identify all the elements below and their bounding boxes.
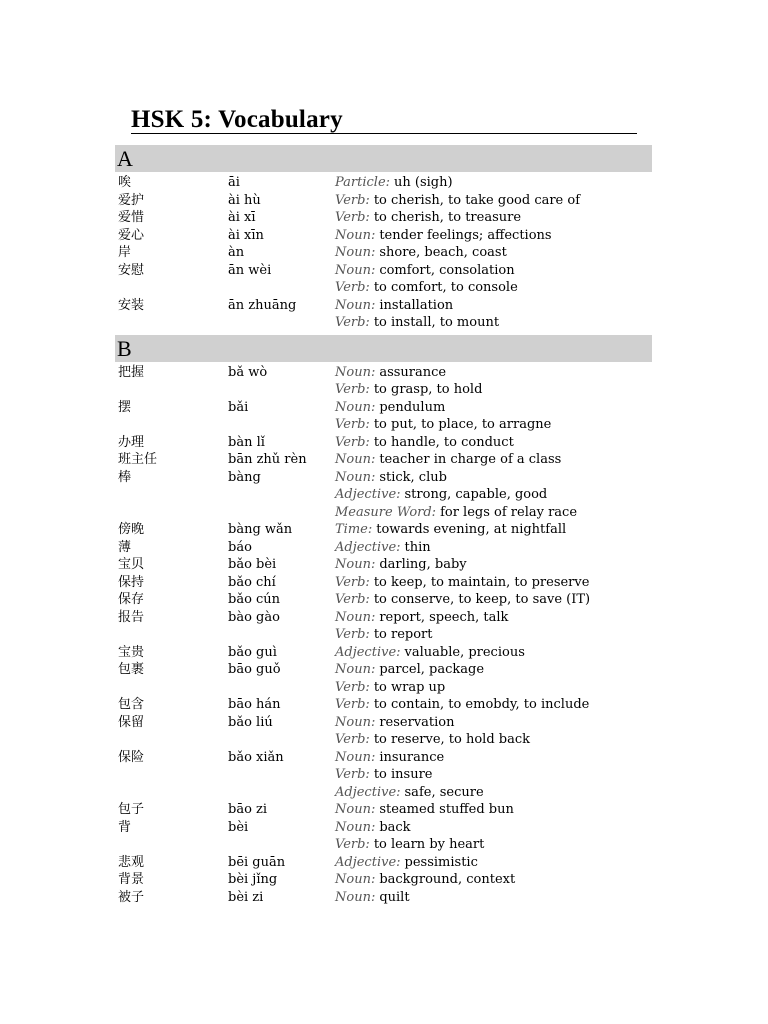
part-of-speech: Verb: [335, 767, 370, 782]
definition-line [335, 574, 652, 592]
pinyin: bāo hán [228, 697, 281, 712]
vocab-entry [115, 434, 652, 452]
vocab-entry [115, 871, 652, 889]
vocab-entry [115, 297, 652, 332]
definition-line [335, 504, 652, 522]
vocab-entry [115, 889, 652, 907]
meaning: steamed stuffed bun [379, 802, 514, 817]
definition-line [335, 731, 652, 749]
definition-line [335, 279, 652, 297]
meaning: darling, baby [379, 557, 467, 572]
definitions [335, 521, 652, 539]
part-of-speech: Adjective: [335, 784, 401, 800]
vocab-entry [115, 227, 652, 245]
pinyin: bǎo cún [228, 592, 281, 607]
definitions [335, 854, 652, 872]
hanzi: 把握 [118, 364, 145, 380]
meaning: to report [373, 627, 433, 642]
vocab-entry [115, 801, 652, 819]
title-rule [131, 133, 637, 134]
vocab-entry [115, 714, 652, 749]
definitions [335, 609, 652, 644]
part-of-speech: Noun: [335, 399, 376, 415]
part-of-speech: Noun: [335, 802, 376, 817]
meaning: to conserve, to keep, to save (IT) [373, 592, 591, 607]
meaning: to wrap up [373, 679, 446, 695]
vocab-entry [115, 451, 652, 469]
hanzi: 办理 [118, 434, 145, 450]
meaning: tender feelings; affections [379, 227, 552, 243]
definition-line [335, 591, 652, 609]
definition-line [335, 819, 652, 837]
definitions [335, 434, 652, 452]
hanzi: 保存 [118, 592, 145, 607]
definition-line [335, 451, 652, 469]
definition-line [335, 192, 652, 210]
vocab-entry [115, 521, 652, 539]
part-of-speech: Particle: [335, 175, 391, 190]
meaning: report, speech, talk [379, 609, 509, 625]
definition-line [335, 521, 652, 539]
definitions [335, 227, 652, 245]
part-of-speech: Verb: [335, 732, 370, 747]
definitions [335, 714, 652, 749]
vocab-entry [115, 819, 652, 854]
part-of-speech: Noun: [335, 609, 376, 625]
meaning: comfort, consolation [379, 262, 515, 278]
meaning: safe, secure [404, 784, 484, 800]
meaning: to keep, to maintain, to preserve [373, 574, 590, 590]
definitions [335, 469, 652, 522]
part-of-speech: Verb: [335, 592, 370, 607]
hanzi: 爱心 [118, 227, 145, 243]
hanzi: 岸 [118, 245, 132, 260]
pinyin: àn [228, 245, 245, 260]
meaning: to put, to place, to arragne [373, 417, 552, 432]
definitions [335, 399, 652, 434]
vocab-entry [115, 364, 652, 399]
part-of-speech: Verb: [335, 679, 370, 695]
meaning: installation [379, 297, 454, 313]
definition-line [335, 801, 652, 819]
part-of-speech: Verb: [335, 434, 370, 450]
pinyin: āi [228, 175, 240, 190]
definition-line [335, 314, 652, 332]
pinyin: bǎo liú [228, 714, 273, 730]
meaning: parcel, package [379, 662, 485, 677]
part-of-speech: Noun: [335, 262, 376, 278]
meaning: towards evening, at nightfall [376, 522, 567, 537]
definitions [335, 174, 652, 192]
definitions [335, 244, 652, 262]
definitions [335, 556, 652, 574]
vocab-entry [115, 644, 652, 662]
pinyin: bāo guǒ [228, 662, 281, 677]
section-header-b: B [115, 335, 652, 362]
definition-line [335, 714, 652, 732]
definition-line [335, 626, 652, 644]
definitions [335, 539, 652, 557]
part-of-speech: Noun: [335, 364, 376, 380]
definitions [335, 644, 652, 662]
hanzi: 悲观 [118, 854, 145, 870]
meaning: assurance [379, 364, 447, 380]
pinyin: bǎo bèi [228, 557, 277, 572]
vocab-entry [115, 854, 652, 872]
pinyin: ān wèi [228, 262, 272, 278]
meaning: to contain, to emobdy, to include [373, 697, 590, 712]
definition-line [335, 174, 652, 192]
definition-line [335, 854, 652, 872]
entry-list [115, 362, 652, 907]
part-of-speech: Noun: [335, 557, 376, 572]
pinyin: bǎi [228, 399, 249, 415]
meaning: strong, capable, good [404, 487, 548, 502]
pinyin: bǎo chí [228, 574, 276, 590]
part-of-speech: Noun: [335, 662, 376, 677]
vocab-entry [115, 574, 652, 592]
part-of-speech: Noun: [335, 452, 376, 467]
hanzi: 唉 [118, 175, 132, 190]
pinyin: bèi zi [228, 889, 264, 905]
hanzi: 安装 [118, 297, 145, 313]
part-of-speech: Noun: [335, 714, 376, 730]
part-of-speech: Noun: [335, 297, 376, 313]
definition-line [335, 609, 652, 627]
meaning: to grasp, to hold [373, 382, 483, 397]
vocab-entry [115, 539, 652, 557]
vocab-entry [115, 696, 652, 714]
part-of-speech: Adjective: [335, 644, 401, 660]
meaning: uh (sigh) [394, 175, 453, 190]
section-header-a: A [115, 145, 652, 172]
meaning: pendulum [379, 399, 446, 415]
part-of-speech: Noun: [335, 819, 376, 835]
definition-line [335, 871, 652, 889]
entry-list [115, 172, 652, 332]
definition-line [335, 644, 652, 662]
part-of-speech: Noun: [335, 245, 376, 260]
definition-line [335, 209, 652, 227]
part-of-speech: Verb: [335, 192, 370, 208]
definition-line [335, 297, 652, 315]
definition-line [335, 227, 652, 245]
meaning: valuable, precious [404, 644, 525, 660]
definition-line [335, 749, 652, 767]
vocab-entry [115, 192, 652, 210]
hanzi: 薄 [118, 539, 132, 555]
meaning: thin [404, 539, 431, 555]
meaning: to handle, to conduct [373, 434, 514, 450]
definitions [335, 451, 652, 469]
pinyin: bǎ wò [228, 364, 268, 380]
definition-line [335, 766, 652, 784]
part-of-speech: Verb: [335, 280, 370, 295]
vocab-entry [115, 209, 652, 227]
part-of-speech: Verb: [335, 837, 370, 852]
meaning: to cherish, to treasure [373, 210, 522, 225]
part-of-speech: Adjective: [335, 539, 401, 555]
definitions [335, 591, 652, 609]
part-of-speech: Noun: [335, 889, 376, 905]
definition-line [335, 696, 652, 714]
definition-line [335, 889, 652, 907]
definitions [335, 209, 652, 227]
pinyin: ài hù [228, 192, 261, 208]
part-of-speech: Verb: [335, 382, 370, 397]
hanzi: 宝贝 [118, 557, 145, 572]
part-of-speech: Verb: [335, 627, 370, 642]
hanzi: 包含 [118, 697, 145, 712]
vocab-entry [115, 399, 652, 434]
meaning: for legs of relay race [440, 504, 578, 520]
definition-line [335, 416, 652, 434]
meaning: pessimistic [404, 854, 478, 870]
meaning: to comfort, to console [373, 280, 518, 295]
vocab-entry [115, 661, 652, 696]
definitions [335, 801, 652, 819]
meaning: quilt [379, 889, 410, 905]
pinyin: bēi guān [228, 854, 286, 870]
hanzi: 安慰 [118, 262, 145, 278]
part-of-speech: Adjective: [335, 487, 401, 502]
meaning: background, context [379, 872, 516, 887]
meaning: to learn by heart [373, 837, 485, 852]
pinyin: bào gào [228, 609, 280, 625]
hanzi: 保险 [118, 749, 145, 765]
pinyin: bāo zi [228, 802, 268, 817]
pinyin: ài xī [228, 210, 256, 225]
pinyin: bǎo guì [228, 644, 277, 660]
vocabulary-list [115, 145, 652, 906]
hanzi: 保持 [118, 574, 145, 590]
definitions [335, 364, 652, 399]
pinyin: bàng wǎn [228, 522, 293, 537]
definition-line [335, 556, 652, 574]
hanzi: 包裹 [118, 662, 145, 677]
hanzi: 爱护 [118, 192, 145, 208]
part-of-speech: Adjective: [335, 854, 401, 870]
definition-line [335, 661, 652, 679]
definition-line [335, 244, 652, 262]
meaning: to insure [373, 767, 433, 782]
definition-line [335, 399, 652, 417]
hanzi: 班主任 [118, 452, 158, 467]
definitions [335, 749, 652, 802]
hanzi: 傍晚 [118, 522, 145, 537]
definition-line [335, 469, 652, 487]
pinyin: bàn lǐ [228, 434, 265, 450]
meaning: insurance [379, 749, 445, 765]
meaning: shore, beach, coast [379, 245, 507, 260]
meaning: to install, to mount [373, 315, 500, 330]
pinyin: bān zhǔ rèn [228, 452, 307, 467]
pinyin: bàng [228, 469, 261, 485]
part-of-speech: Noun: [335, 469, 376, 485]
pinyin: bèi jǐng [228, 872, 278, 887]
definition-line [335, 434, 652, 452]
hanzi: 背 [118, 819, 132, 835]
page-title: HSK 5: Vocabulary [131, 106, 343, 133]
pinyin: báo [228, 539, 252, 555]
hanzi: 宝贵 [118, 644, 145, 660]
pinyin: bèi [228, 819, 249, 835]
part-of-speech: Verb: [335, 697, 370, 712]
definitions [335, 297, 652, 332]
part-of-speech: Verb: [335, 574, 370, 590]
pinyin: bǎo xiǎn [228, 749, 284, 765]
vocab-entry [115, 749, 652, 802]
part-of-speech: Verb: [335, 210, 370, 225]
part-of-speech: Noun: [335, 227, 376, 243]
definitions [335, 819, 652, 854]
vocab-entry [115, 609, 652, 644]
vocab-entry [115, 591, 652, 609]
vocab-entry [115, 244, 652, 262]
definitions [335, 661, 652, 696]
meaning: reservation [379, 714, 455, 730]
vocab-entry [115, 556, 652, 574]
meaning: stick, club [379, 469, 447, 485]
hanzi: 摆 [118, 399, 132, 415]
pinyin: ài xīn [228, 227, 264, 243]
hanzi: 背景 [118, 872, 145, 887]
definition-line [335, 381, 652, 399]
part-of-speech: Time: [335, 522, 373, 537]
definition-line [335, 486, 652, 504]
definitions [335, 696, 652, 714]
definitions [335, 574, 652, 592]
hanzi: 爱惜 [118, 210, 145, 225]
definition-line [335, 364, 652, 382]
vocab-entry [115, 174, 652, 192]
meaning: back [379, 819, 411, 835]
part-of-speech: Measure Word: [335, 504, 437, 520]
definition-line [335, 679, 652, 697]
definitions [335, 262, 652, 297]
definitions [335, 889, 652, 907]
pinyin: ān zhuāng [228, 297, 297, 313]
part-of-speech: Noun: [335, 872, 376, 887]
definition-line [335, 836, 652, 854]
hanzi: 棒 [118, 469, 132, 485]
hanzi: 包子 [118, 802, 145, 817]
definition-line [335, 539, 652, 557]
hanzi: 被子 [118, 889, 145, 905]
vocab-entry [115, 262, 652, 297]
hanzi: 报告 [118, 609, 145, 625]
definitions [335, 192, 652, 210]
meaning: teacher in charge of a class [379, 452, 562, 467]
meaning: to cherish, to take good care of [373, 192, 581, 208]
part-of-speech: Verb: [335, 315, 370, 330]
definition-line [335, 784, 652, 802]
definitions [335, 871, 652, 889]
part-of-speech: Verb: [335, 417, 370, 432]
part-of-speech: Noun: [335, 749, 376, 765]
definition-line [335, 262, 652, 280]
vocab-entry [115, 469, 652, 522]
meaning: to reserve, to hold back [373, 732, 531, 747]
hanzi: 保留 [118, 714, 145, 730]
